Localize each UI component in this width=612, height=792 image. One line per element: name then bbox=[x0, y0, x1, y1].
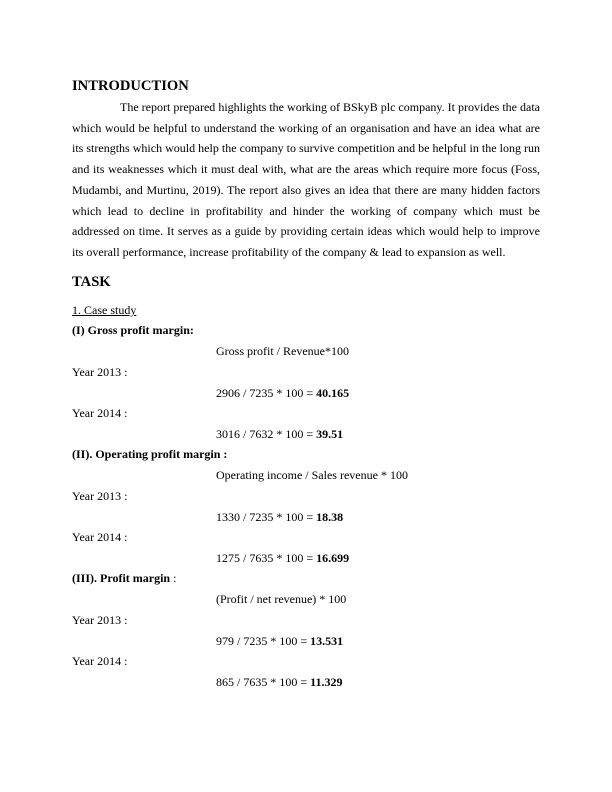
year-label: Year 2014 : bbox=[72, 654, 128, 668]
result-value: 18.38 bbox=[316, 510, 344, 524]
profit-margin-title-suffix: : bbox=[170, 571, 177, 585]
result-value: 11.329 bbox=[310, 675, 343, 689]
calculation-line bbox=[216, 510, 343, 524]
calculation: 979 / 7235 * 100 = bbox=[216, 634, 311, 648]
year-label: Year 2014 : bbox=[72, 530, 128, 544]
case-study-subheading: 1. Case study bbox=[72, 303, 137, 317]
gross-profit-formula: Gross profit / Revenue*100 bbox=[216, 344, 349, 358]
operating-profit-margin-title: (II). Operating profit margin : bbox=[72, 447, 228, 461]
result-value: 13.531 bbox=[310, 634, 344, 648]
introduction-heading: INTRODUCTION bbox=[72, 78, 189, 94]
result-value: 39.51 bbox=[316, 427, 344, 441]
calculation-line bbox=[216, 675, 342, 689]
profit-margin-formula: (Profit / net revenue) * 100 bbox=[216, 592, 347, 606]
calculation-line bbox=[216, 386, 349, 400]
profit-margin-title-text: (III). Profit margin bbox=[72, 571, 171, 585]
calculation-line bbox=[216, 551, 349, 565]
year-label: Year 2013 : bbox=[72, 489, 128, 503]
calculation-line bbox=[216, 427, 343, 441]
calculation: 1275 / 7635 * 100 = bbox=[216, 551, 317, 565]
year-label: Year 2013 : bbox=[72, 365, 128, 379]
calculation: 865 / 7635 * 100 = bbox=[216, 675, 311, 689]
calculation: 3016 / 7632 * 100 = bbox=[216, 427, 317, 441]
operating-profit-formula: Operating income / Sales revenue * 100 bbox=[216, 468, 408, 482]
profit-margin-title bbox=[72, 571, 176, 585]
calculation: 1330 / 7235 * 100 = bbox=[216, 510, 317, 524]
year-label: Year 2014 : bbox=[72, 406, 128, 420]
year-label: Year 2013 : bbox=[72, 613, 128, 627]
introduction-paragraph: The report prepared highlights the working of BSkyB plc company. It provides the data which would be helpful to understand the working of an organisation and have an idea what are its strengths which would help the company to survive competition and be helpful in the long run and its weaknesses which it must deal with, what are the areas which require more focus (Foss, Mudambi, and Murtinu, 2019). The report also gives an idea that there are many hidden factors which lead to decline in profitability and hinder the working of company which must be addressed on time. It serves as a guide by providing certain ideas which would help to improve its overall performance, increase profitability of the company & lead to expansion as well. bbox=[72, 100, 540, 259]
result-value: 40.165 bbox=[316, 386, 350, 400]
calculation: 2906 / 7235 * 100 = bbox=[216, 386, 317, 400]
result-value: 16.699 bbox=[316, 551, 350, 565]
gross-profit-margin-title: (I) Gross profit margin: bbox=[72, 323, 194, 337]
task-heading: TASK bbox=[72, 274, 111, 290]
calculation-line bbox=[216, 634, 343, 648]
